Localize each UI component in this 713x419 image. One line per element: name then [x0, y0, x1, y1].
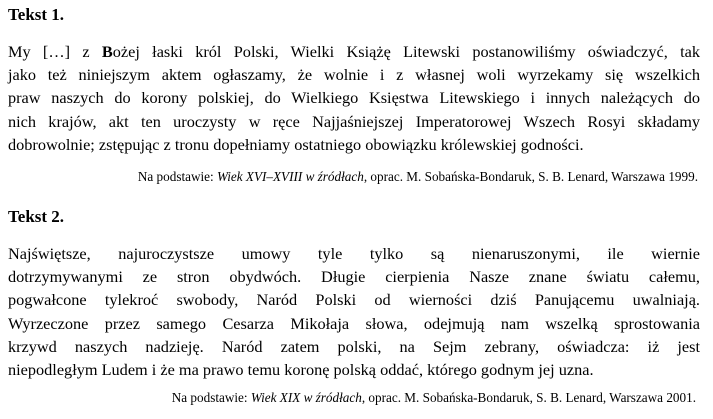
text1-paragraph	[8, 40, 700, 156]
text1-line-5: dobrowolnie; zstępując z tronu dopełniamy ostatniego obowiązku królewskiej godności.	[8, 134, 584, 154]
text1-source-title: Wiek XVI–XVIII w źródłach	[216, 169, 364, 184]
text2-heading: Tekst 2.	[8, 207, 65, 226]
text2-source-suffix: , oprac. M. Sobańska-Bondaruk, S. B. Lenard, Warszawa 2001.	[361, 390, 696, 405]
text2-paragraph	[8, 242, 700, 381]
text1-source	[138, 169, 698, 185]
text1-line-1-part-a: My […] z	[8, 42, 102, 61]
text2-source	[172, 390, 696, 406]
text2-line-5: krzywd naszych nadzieję. Naród zatem polski, na Sejm zebrany, oświadcza: iż jest	[8, 336, 700, 356]
text2-source-prefix: Na podstawie:	[171, 390, 251, 405]
text2-line-3: pogwałcone tylekroć swobody, Naród Polski od wierności dziś Panującemu uwalniają.	[8, 290, 700, 310]
text1-heading: Tekst 1.	[8, 5, 65, 24]
text1-line-1	[8, 40, 700, 63]
text2-line-1: Najświętsze, najuroczystsze umowy tyle tylko są nienaruszonymi, ile wiernie	[8, 244, 700, 263]
text2-line-2: dotrzymywanymi ze stron obydwóch. Długie cierpienia Nasze znane światu całemu,	[8, 267, 700, 287]
text1-source-suffix: , oprac. M. Sobańska-Bondaruk, S. B. Lenard, Warszawa 1999.	[363, 169, 698, 184]
text2-line-6: niepodległym Ludem i że ma prawo temu koronę polską oddać, którego godnym jej uzna.	[8, 360, 594, 380]
text1-line-1-bold-letter: B	[101, 42, 113, 61]
text1-line-2: jako też niniejszym aktem ogłaszamy, że wolnie i z własnej woli wyrzekamy się wszelkich	[8, 65, 700, 85]
text1-line-1-part-b: ożej łaski król Polski, Wielki Książę Litewski postanowiliśmy oświadczyć, tak	[112, 42, 700, 61]
text1-source-prefix: Na podstawie:	[137, 169, 217, 184]
text2-source-title: Wiek XIX w źródłach	[250, 390, 362, 405]
text1-line-4: nich krajów, akt ten uroczysty w ręce Najjaśniejszej Imperatorowej Wszech Rosyi składamy	[8, 111, 700, 131]
text2-line-4: Wyrzeczone przez samego Cesarza Mikołaja słowa, odejmują nam wszelką sprostowania	[8, 313, 700, 333]
text1-line-3: praw naszych do korony polskiej, do Wielkiego Księstwa Litewskiego i innych należących do	[8, 88, 700, 108]
